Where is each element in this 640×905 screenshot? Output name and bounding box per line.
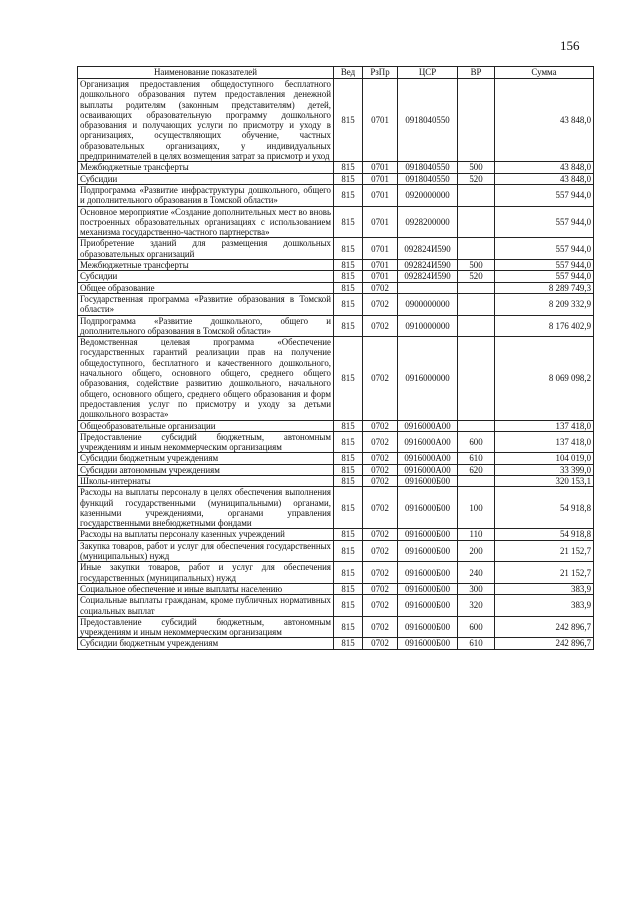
cell-name: Расходы на выплаты персоналу казенных учреждений xyxy=(78,529,334,540)
cell-vr: 200 xyxy=(458,540,495,562)
cell-vr: 610 xyxy=(458,453,495,464)
cell-csr: 0916000Б00 xyxy=(398,583,458,594)
cell-csr: 0918040550 xyxy=(398,162,458,173)
table-header-row xyxy=(78,67,594,79)
header-vr: ВР xyxy=(458,67,495,79)
cell-ved: 815 xyxy=(334,282,363,293)
table-row xyxy=(78,271,594,282)
cell-csr: 092824И590 xyxy=(398,260,458,271)
table-row xyxy=(78,529,594,540)
table-row xyxy=(78,282,594,293)
cell-csr: 0916000Б00 xyxy=(398,616,458,638)
cell-rzpr: 0702 xyxy=(363,638,398,649)
cell-name: Основное мероприятие «Создание дополнительных мест во вновь построенных образовательных организациях с использованием механизма государственно-частного партнерства» xyxy=(78,206,334,238)
cell-ved: 815 xyxy=(334,464,363,475)
cell-name: Социальное обеспечение и иные выплаты населению xyxy=(78,583,334,594)
cell-csr: 0916000Б00 xyxy=(398,475,458,486)
table-row xyxy=(78,173,594,184)
cell-rzpr: 0702 xyxy=(363,337,398,420)
cell-name: Общее образование xyxy=(78,282,334,293)
cell-sum: 383,9 xyxy=(495,595,594,617)
cell-sum: 54 918,8 xyxy=(495,529,594,540)
cell-rzpr: 0702 xyxy=(363,616,398,638)
cell-ved: 815 xyxy=(334,638,363,649)
cell-name: Иные закупки товаров, работ и услуг для обеспечения государственных (муниципальных) нужд xyxy=(78,562,334,584)
cell-rzpr: 0702 xyxy=(363,420,398,431)
cell-rzpr: 0701 xyxy=(363,173,398,184)
cell-ved: 815 xyxy=(334,337,363,420)
cell-vr: 610 xyxy=(458,638,495,649)
cell-ved: 815 xyxy=(334,583,363,594)
cell-sum: 43 848,0 xyxy=(495,79,594,162)
cell-csr xyxy=(398,282,458,293)
cell-rzpr: 0702 xyxy=(363,583,398,594)
cell-rzpr: 0701 xyxy=(363,79,398,162)
cell-csr: 092824И590 xyxy=(398,238,458,260)
cell-csr: 0928200000 xyxy=(398,206,458,238)
cell-vr: 600 xyxy=(458,431,495,453)
cell-csr: 0918040550 xyxy=(398,79,458,162)
cell-csr: 0916000000 xyxy=(398,337,458,420)
cell-vr: 100 xyxy=(458,487,495,529)
cell-name: Субсидии xyxy=(78,271,334,282)
cell-sum: 8 069 098,2 xyxy=(495,337,594,420)
table-row xyxy=(78,431,594,453)
cell-ved: 815 xyxy=(334,420,363,431)
cell-rzpr: 0702 xyxy=(363,453,398,464)
cell-ved: 815 xyxy=(334,162,363,173)
cell-sum: 43 848,0 xyxy=(495,162,594,173)
cell-name: Субсидии xyxy=(78,173,334,184)
cell-name: Межбюджетные трансферты xyxy=(78,260,334,271)
cell-sum: 21 152,7 xyxy=(495,562,594,584)
cell-rzpr: 0701 xyxy=(363,184,398,206)
header-rzpr: РзПр xyxy=(363,67,398,79)
cell-name: Предоставление субсидий бюджетным, автономным учреждениям и иным некоммерческим организациям xyxy=(78,431,334,453)
cell-rzpr: 0701 xyxy=(363,206,398,238)
cell-rzpr: 0701 xyxy=(363,260,398,271)
cell-name: Субсидии бюджетным учреждениям xyxy=(78,638,334,649)
table-row xyxy=(78,540,594,562)
cell-rzpr: 0702 xyxy=(363,293,398,315)
table-row xyxy=(78,293,594,315)
cell-vr xyxy=(458,206,495,238)
cell-csr: 0916000А00 xyxy=(398,420,458,431)
cell-sum: 137 418,0 xyxy=(495,420,594,431)
cell-sum: 33 399,0 xyxy=(495,464,594,475)
cell-vr xyxy=(458,238,495,260)
table-row xyxy=(78,487,594,529)
cell-sum: 557 944,0 xyxy=(495,184,594,206)
cell-vr xyxy=(458,79,495,162)
table-row xyxy=(78,184,594,206)
cell-csr: 0920000000 xyxy=(398,184,458,206)
cell-rzpr: 0701 xyxy=(363,271,398,282)
cell-vr xyxy=(458,282,495,293)
cell-ved: 815 xyxy=(334,271,363,282)
cell-csr: 0916000Б00 xyxy=(398,487,458,529)
cell-sum: 557 944,0 xyxy=(495,260,594,271)
cell-name: Школы-интернаты xyxy=(78,475,334,486)
cell-ved: 815 xyxy=(334,475,363,486)
cell-sum: 242 896,7 xyxy=(495,638,594,649)
cell-sum: 383,9 xyxy=(495,583,594,594)
table-row xyxy=(78,475,594,486)
cell-csr: 0916000Б00 xyxy=(398,595,458,617)
cell-rzpr: 0702 xyxy=(363,595,398,617)
cell-rzpr: 0702 xyxy=(363,431,398,453)
cell-name: Подпрограмма «Развитие дошкольного, общего и дополнительного образования в Томской области» xyxy=(78,315,334,337)
cell-sum: 137 418,0 xyxy=(495,431,594,453)
cell-name: Межбюджетные трансферты xyxy=(78,162,334,173)
cell-vr xyxy=(458,420,495,431)
header-csr: ЦСР xyxy=(398,67,458,79)
cell-vr: 110 xyxy=(458,529,495,540)
cell-rzpr: 0702 xyxy=(363,487,398,529)
cell-sum: 104 019,0 xyxy=(495,453,594,464)
cell-ved: 815 xyxy=(334,453,363,464)
cell-ved: 815 xyxy=(334,431,363,453)
cell-name: Закупка товаров, работ и услуг для обеспечения государственных (муниципальных) нужд xyxy=(78,540,334,562)
table-row xyxy=(78,595,594,617)
cell-sum: 43 848,0 xyxy=(495,173,594,184)
cell-vr: 300 xyxy=(458,583,495,594)
cell-sum: 21 152,7 xyxy=(495,540,594,562)
cell-csr: 092824И590 xyxy=(398,271,458,282)
table-row xyxy=(78,260,594,271)
cell-name: Предоставление субсидий бюджетным, автономным учреждениям и иным некоммерческим организациям xyxy=(78,616,334,638)
cell-csr: 0900000000 xyxy=(398,293,458,315)
cell-name: Социальные выплаты гражданам, кроме публичных нормативных социальных выплат xyxy=(78,595,334,617)
cell-name: Подпрограмма «Развитие инфраструктуры дошкольного, общего и дополнительного образования в Томской области» xyxy=(78,184,334,206)
cell-ved: 815 xyxy=(334,616,363,638)
cell-csr: 0916000Б00 xyxy=(398,638,458,649)
cell-sum: 242 896,7 xyxy=(495,616,594,638)
cell-sum: 8 176 402,9 xyxy=(495,315,594,337)
cell-rzpr: 0702 xyxy=(363,475,398,486)
cell-csr: 0916000А00 xyxy=(398,453,458,464)
cell-csr: 0916000Б00 xyxy=(398,562,458,584)
cell-sum: 320 153,1 xyxy=(495,475,594,486)
cell-ved: 815 xyxy=(334,540,363,562)
table-row xyxy=(78,79,594,162)
cell-csr: 0916000Б00 xyxy=(398,529,458,540)
cell-sum: 557 944,0 xyxy=(495,271,594,282)
cell-rzpr: 0702 xyxy=(363,282,398,293)
cell-rzpr: 0702 xyxy=(363,315,398,337)
cell-ved: 815 xyxy=(334,293,363,315)
header-sum: Сумма xyxy=(495,67,594,79)
cell-vr xyxy=(458,475,495,486)
cell-ved: 815 xyxy=(334,529,363,540)
cell-name: Приобретение зданий для размещения дошкольных образовательных организаций xyxy=(78,238,334,260)
page-number: 156 xyxy=(560,38,580,53)
cell-sum: 557 944,0 xyxy=(495,206,594,238)
cell-name: Субсидии бюджетным учреждениям xyxy=(78,453,334,464)
cell-csr: 0916000Б00 xyxy=(398,540,458,562)
cell-vr xyxy=(458,337,495,420)
cell-ved: 815 xyxy=(334,238,363,260)
cell-name: Субсидии автономным учреждениям xyxy=(78,464,334,475)
table-row xyxy=(78,453,594,464)
cell-sum: 54 918,8 xyxy=(495,487,594,529)
cell-ved: 815 xyxy=(334,184,363,206)
cell-vr: 520 xyxy=(458,271,495,282)
table-row xyxy=(78,337,594,420)
cell-ved: 815 xyxy=(334,315,363,337)
table-row xyxy=(78,315,594,337)
cell-name: Государственная программа «Развитие образования в Томской области» xyxy=(78,293,334,315)
table-row xyxy=(78,238,594,260)
cell-ved: 815 xyxy=(334,173,363,184)
cell-vr xyxy=(458,315,495,337)
cell-vr: 500 xyxy=(458,162,495,173)
cell-rzpr: 0702 xyxy=(363,529,398,540)
cell-csr: 0916000А00 xyxy=(398,464,458,475)
cell-rzpr: 0702 xyxy=(363,540,398,562)
cell-ved: 815 xyxy=(334,79,363,162)
table-row xyxy=(78,464,594,475)
cell-sum: 8 209 332,9 xyxy=(495,293,594,315)
cell-vr: 500 xyxy=(458,260,495,271)
cell-sum: 8 289 749,3 xyxy=(495,282,594,293)
cell-name: Расходы на выплаты персоналу в целях обеспечения выполнения функций государственными (муниципальными) органами, казенными учреждениями, органами управления государственными внебюджетными фондами xyxy=(78,487,334,529)
cell-name: Организация предоставления общедоступного бесплатного дошкольного образования путем предоставления денежной выплаты родителям (законным представителям) детей, осваивающих образовательную программу дошкольного образования и получающих услуги по присмотру и уходу в организациях, осуществляющих обучение, частных образовательных организациях, у индивидуальных предпринимателей в целях возмещения затрат за присмотр и уход xyxy=(78,79,334,162)
cell-vr: 240 xyxy=(458,562,495,584)
cell-vr: 620 xyxy=(458,464,495,475)
cell-csr: 0918040550 xyxy=(398,173,458,184)
cell-ved: 815 xyxy=(334,595,363,617)
cell-ved: 815 xyxy=(334,260,363,271)
cell-rzpr: 0702 xyxy=(363,464,398,475)
cell-ved: 815 xyxy=(334,562,363,584)
table-row xyxy=(78,583,594,594)
header-ved: Вед xyxy=(334,67,363,79)
cell-sum: 557 944,0 xyxy=(495,238,594,260)
budget-table xyxy=(77,66,594,650)
cell-name: Общеобразовательные организации xyxy=(78,420,334,431)
cell-ved: 815 xyxy=(334,487,363,529)
cell-name: Ведомственная целевая программа «Обеспечение государственных гарантий реализации прав на получение общедоступного, бесплатного и качественного дошкольного, начального общего, основного общего, среднего общего образования, содействие развитию дошкольного, начального общего, основного общего, среднего общего образования и форм предоставления услуг по присмотру и уходу за детьми дошкольного возраста» xyxy=(78,337,334,420)
cell-vr: 320 xyxy=(458,595,495,617)
table-row xyxy=(78,206,594,238)
cell-vr xyxy=(458,184,495,206)
header-name: Наименование показателей xyxy=(78,67,334,79)
cell-vr: 600 xyxy=(458,616,495,638)
table-row xyxy=(78,616,594,638)
cell-vr: 520 xyxy=(458,173,495,184)
cell-csr: 0910000000 xyxy=(398,315,458,337)
cell-vr xyxy=(458,293,495,315)
table-row xyxy=(78,162,594,173)
cell-rzpr: 0701 xyxy=(363,162,398,173)
cell-rzpr: 0702 xyxy=(363,562,398,584)
table-row xyxy=(78,562,594,584)
cell-ved: 815 xyxy=(334,206,363,238)
table-row xyxy=(78,420,594,431)
cell-rzpr: 0701 xyxy=(363,238,398,260)
cell-csr: 0916000А00 xyxy=(398,431,458,453)
table-row xyxy=(78,638,594,649)
